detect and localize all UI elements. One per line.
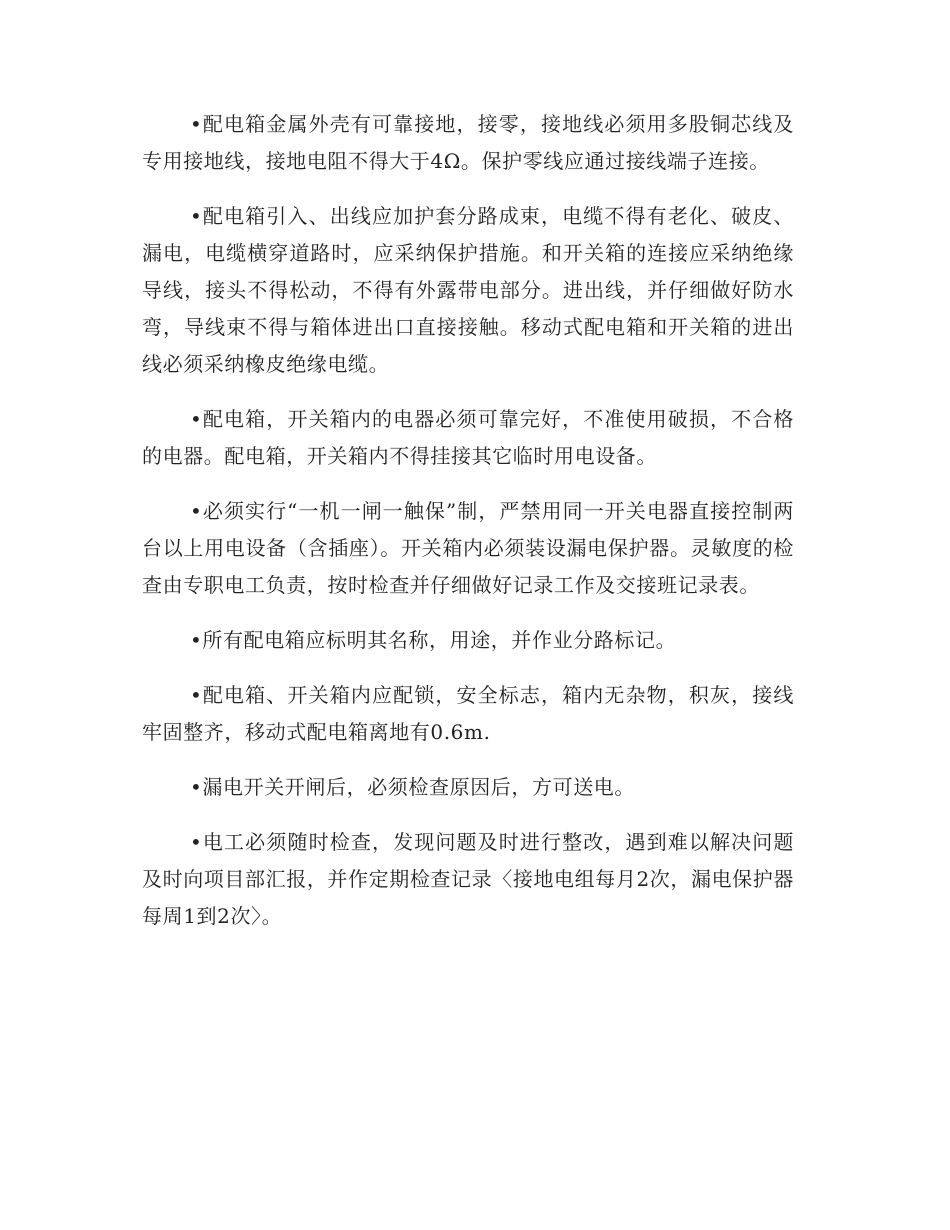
paragraph-appliances: •配电箱，开关箱内的电器必须可靠完好，不准使用破损，不合格的电器。配电箱，开关箱内不得挂接其它临时用电设备。 bbox=[142, 407, 794, 468]
paragraph-locks-safety: •配电箱、开关箱内应配锁，安全标志，箱内无杂物，积灰，接线牢固整齐，移动式配电箱离地有0.6m. bbox=[142, 683, 794, 744]
paragraph-labeling: •所有配电箱应标明其名称，用途，并作业分路标记。 bbox=[190, 628, 677, 652]
document-body bbox=[142, 106, 794, 935]
paragraph-grounding: •配电箱金属外壳有可靠接地，接零，接地线必须用多股铜芯线及专用接地线，接地电阻不得大于4Ω。保护零线应通过接线端子连接。 bbox=[142, 112, 794, 173]
paragraph-leakage-switch: •漏电开关开闸后，必须检查原因后，方可送电。 bbox=[190, 775, 635, 799]
paragraph-cabling: •配电箱引入、出线应加护套分路成束，电缆不得有老化、破皮、漏电，电缆横穿道路时，应采纳保护措施。和开关箱的连接应采纳绝缘导线，接头不得松动，不得有外露带电部分。进出线，并仔细做好防水弯，导线束不得与箱体进出口直接接触。移动式配电箱和开关箱的进出线必须采纳橡皮绝缘电缆。 bbox=[142, 204, 794, 376]
paragraph-one-machine-rule: •必须实行“一机一闸一触保”制，严禁用同一开关电器直接控制两台以上用电设备（含插座）。开关箱内必须装设漏电保护器。灵敏度的检查由专职电工负责，按时检查并仔细做好记录工作及交接班记录表。 bbox=[142, 499, 794, 597]
paragraph-inspection: •电工必须随时检查，发现问题及时进行整改，遇到难以解决问题及时向项目部汇报，并作定期检查记录〈接地电组每月2次，漏电保护器每周1到2次〉。 bbox=[142, 830, 794, 928]
